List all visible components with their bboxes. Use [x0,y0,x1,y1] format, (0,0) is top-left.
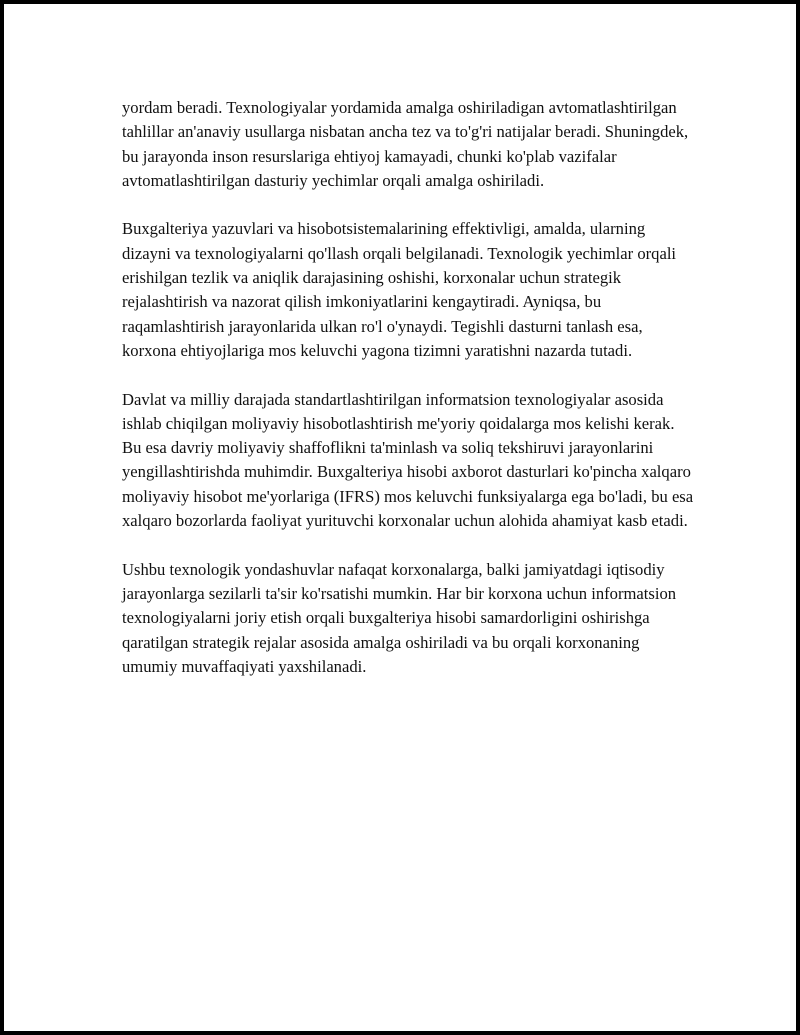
paragraph-2: Buxgalteriya yazuvlari va hisobotsistemalarining effektivligi, amalda, ularning dizayni va texnologiyalarni qo'llash orqali belgilanadi. Texnologik yechimlar orqali erishilgan tezlik va aniqlik darajasining oshishi, korxonalar uchun strategik rejalashtirish va nazorat qilish imkoniyatlarini kengaytiradi. Ayniqsa, bu raqamlashtirish jarayonlarida ulkan ro'l o'ynaydi. Tegishli dasturni tanlash esa, korxona ehtiyojlariga mos keluvchi yagona tizimni yaratishni nazarda tutadi. [122,219,677,360]
paragraph-1: yordam beradi. Texnologiyalar yordamida amalga oshiriladigan avtomatlashtirilgan tahlillar an'anaviy usullarga nisbatan ancha tez va to'g'ri natijalar beradi. Shuningdek, bu jarayonda inson resurslariga ehtiyoj kamayadi, chunki ko'plab vazifalar avtomatlashtirilgan dasturiy yechimlar orqali amalga oshiriladi. [122,98,689,190]
paragraph-3: Davlat va milliy darajada standartlashtirilgan informatsion texnologiyalar asosida ishlab chiqilgan moliyaviy hisobotlashtirish me'yoriy qoidalarga mos kelishi kerak. Bu esa davriy moliyaviy shaffoflikni ta'minlash va soliq tekshiruvi jarayonlarini yengillashtirishda muhimdir. Buxgalteriya hisobi axborot dasturlari ko'pincha xalqaro moliyaviy hisobot me'yorlariga (IFRS) mos keluvchi funksiyalarga ega bo'ladi, bu esa xalqaro bozorlarda faoliyat yurituvchi korxonalar uchun alohida ahamiyat kasb etadi. [122,389,694,531]
paragraph-4: Ushbu texnologik yondashuvlar nafaqat korxonalarga, balki jamiyatdagi iqtisodiy jarayonlarga sezilarli ta'sir ko'rsatishi mumkin. Har bir korxona uchun informatsion texnologiyalarni joriy etish orqali buxgalteriya hisobi samardorligini oshirishga qaratilgan strategik rejalar asosida amalga oshiriladi va bu orqali korxonaning umumiy muvaffaqiyati yaxshilanadi. [122,559,677,676]
document-body [122,96,694,703]
